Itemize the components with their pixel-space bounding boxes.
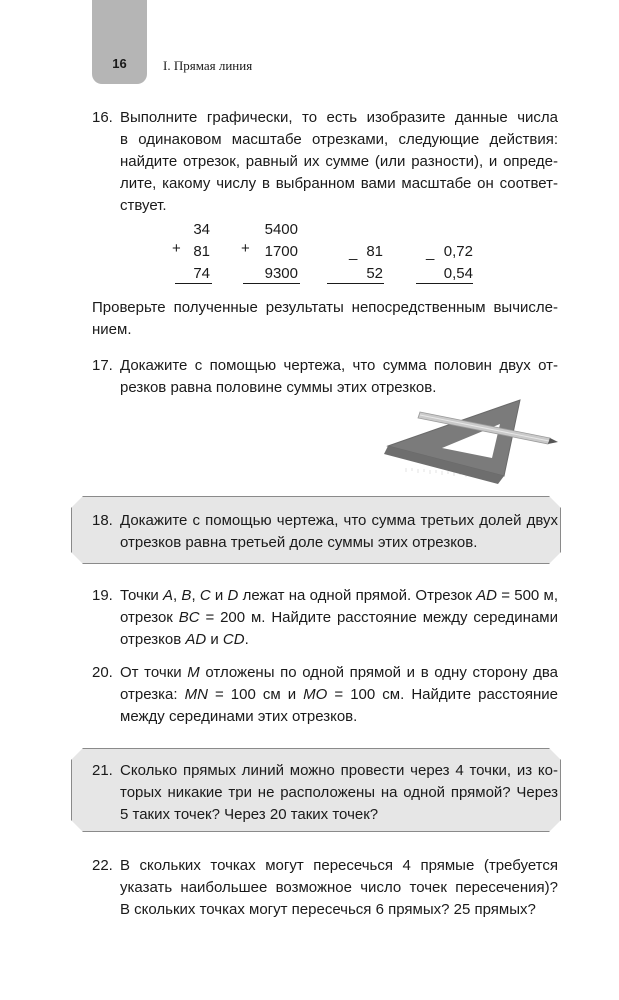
operand-bottom: 52	[366, 265, 383, 282]
column-addition	[254, 219, 298, 285]
text-line: лите, какому числу в выбранном вами масштабе он соответ-	[120, 175, 558, 192]
text-line: Точки A, B, C и D лежат на одной прямой. Отрезок AD = 500 м,	[120, 587, 558, 604]
text-line: отрезка: MN = 100 см и MO = 100 см. Найдите расстояние	[120, 686, 558, 703]
column-addition	[182, 219, 210, 285]
text-line: В скольких точках могут пересечься 6 прямых? 25 прямых?	[120, 901, 536, 918]
problem-number: 18.	[92, 512, 113, 529]
text-line: отрезок BC = 200 м. Найдите расстояние между серединами	[120, 609, 558, 626]
text-line: торых никакие три не расположены на одной прямой? Через	[120, 784, 558, 801]
problem-number: 19.	[92, 587, 113, 604]
result: 74	[193, 265, 210, 282]
text-line: в одинаковом масштабе отрезками, следующие действия:	[120, 131, 558, 148]
text-line: найдите отрезок, равный их сумме (или разности), и опреде-	[120, 153, 558, 170]
problem-number: 16.	[92, 109, 113, 126]
plus-sign: +	[241, 240, 250, 257]
text-line: нием.	[92, 321, 132, 338]
operand-top: 5400	[264, 221, 298, 238]
text-line: ствует.	[120, 197, 167, 214]
problem-number: 21.	[92, 762, 113, 779]
operand-bottom: 0,54	[443, 265, 473, 282]
text-line: Сколько прямых линий можно провести через 4 точки, из ко-	[120, 762, 558, 779]
problem-number: 22.	[92, 857, 113, 874]
problem-number: 20.	[92, 664, 113, 681]
chapter-title: I. Прямая линия	[163, 58, 253, 73]
text-line: Докажите с помощью чертежа, что сумма третьих долей двух	[120, 512, 558, 529]
sum-line	[175, 283, 212, 284]
text-line: отрезков AD и CD.	[120, 631, 249, 648]
column-subtraction	[432, 241, 473, 285]
minus-sign: _	[426, 244, 435, 261]
set-square-icon	[384, 400, 520, 484]
text-line: В скольких точках могут пересечься 4 прямые (требуется	[120, 857, 558, 874]
difference-line	[416, 283, 473, 284]
operand-top: 34	[193, 221, 210, 238]
text-line: От точки M отложены по одной прямой и в одну сторону два	[120, 664, 558, 681]
difference-line	[327, 283, 384, 284]
operand-top: 81	[366, 243, 383, 260]
text-line: резков равна половине суммы этих отрезков.	[120, 379, 437, 396]
text-line: отрезков равна третьей доле суммы этих отрезков.	[120, 534, 478, 551]
page-number: 16	[112, 56, 127, 71]
set-square-illustration	[380, 388, 560, 490]
text-line: Проверьте полученные результаты непосредственным вычисле-	[92, 299, 558, 316]
result: 9300	[264, 265, 298, 282]
page-number-tab	[92, 0, 147, 84]
text-line: Выполните графически, то есть изобразите данные числа	[120, 109, 558, 126]
check-instruction	[92, 297, 558, 341]
operand-top: 0,72	[443, 243, 473, 260]
problem-number: 17.	[92, 357, 113, 374]
column-subtraction	[355, 241, 383, 285]
operand-bottom: 81	[193, 243, 210, 260]
text-line: 5 таких точек? Через 20 таких точек?	[120, 806, 379, 823]
text-line: между серединами этих отрезков.	[120, 708, 358, 725]
text-line: указать наибольшее возможное число точек пересечения)?	[120, 879, 558, 896]
plus-sign: +	[172, 240, 181, 257]
minus-sign: _	[349, 244, 358, 261]
operand-bottom: 1700	[264, 243, 298, 260]
text-line: Докажите с помощью чертежа, что сумма половин двух от-	[120, 357, 558, 374]
sum-line	[243, 283, 300, 284]
